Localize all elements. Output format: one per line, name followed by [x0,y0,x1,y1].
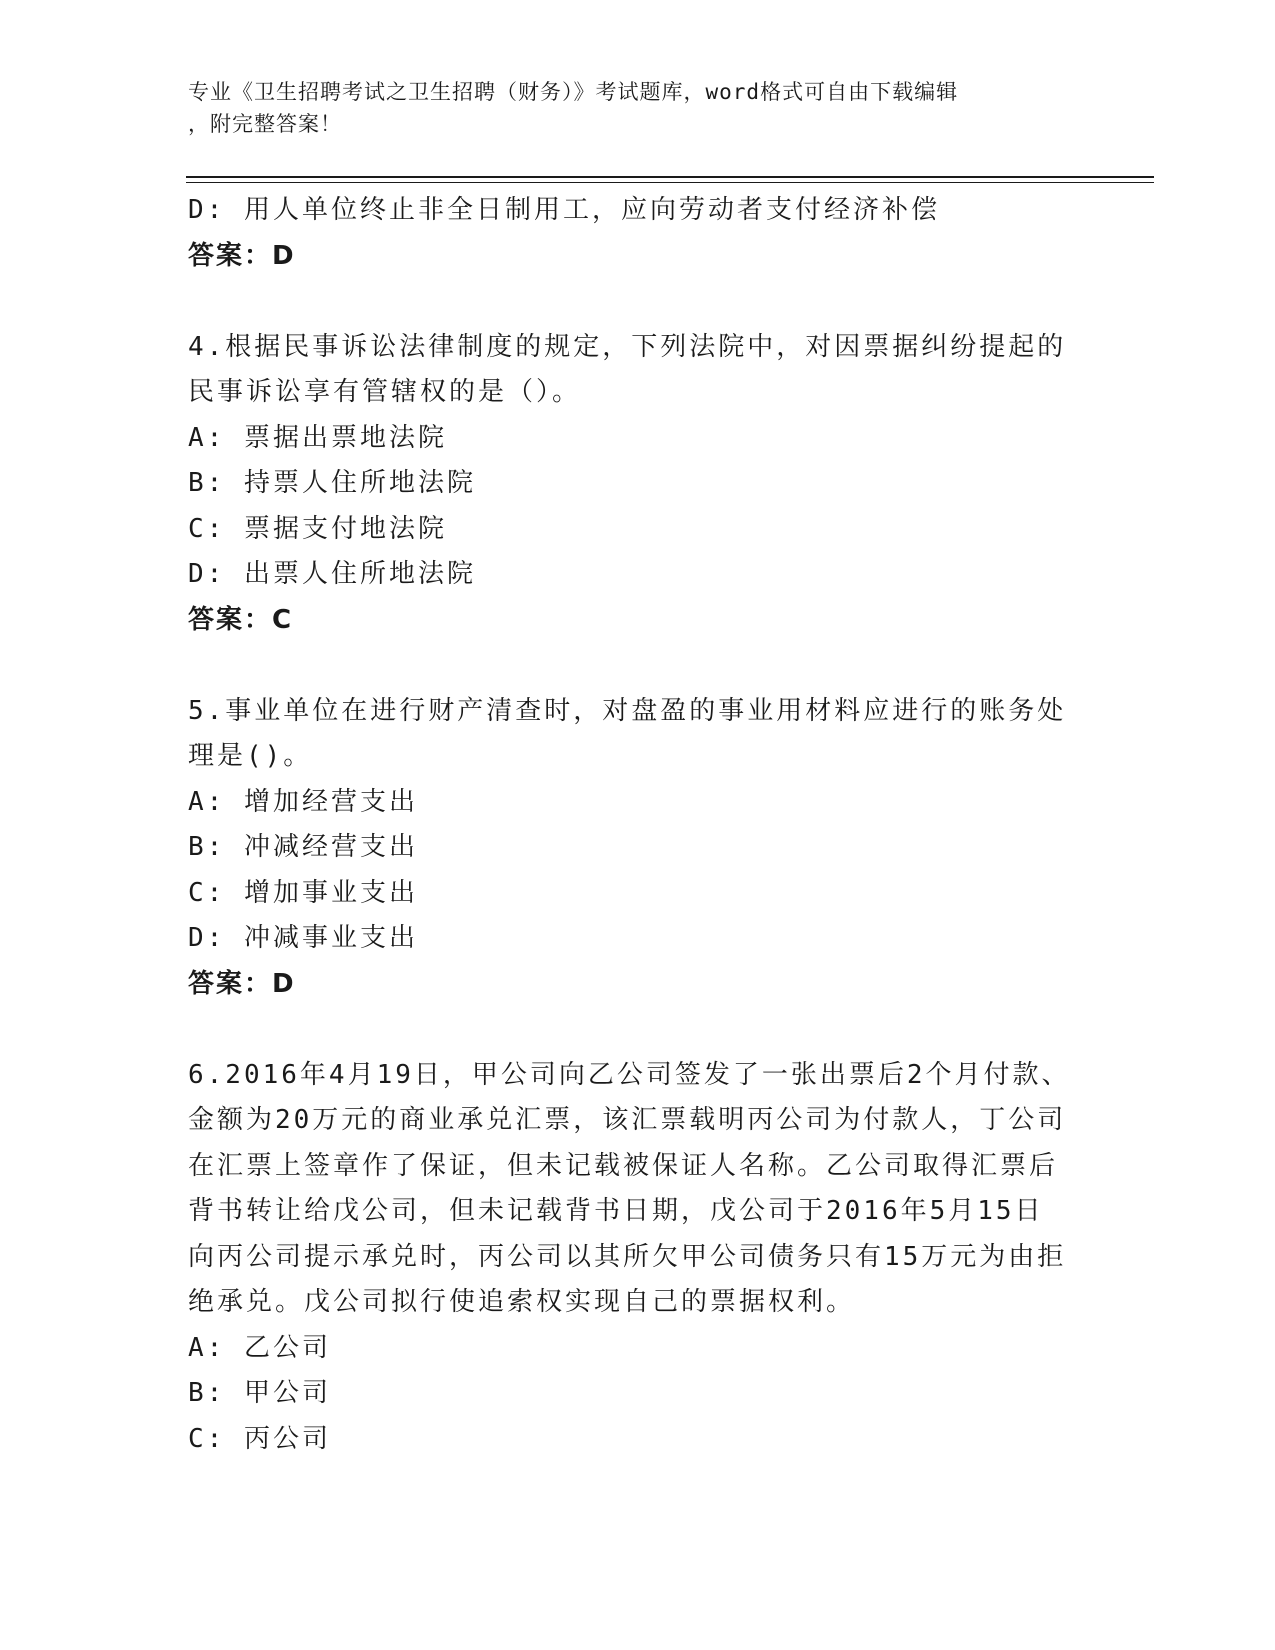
question-4-option-b: B: 持票人住所地法院 [188,468,476,498]
question-4-option-c: C: 票据支付地法院 [188,513,447,544]
question-4 [188,325,1088,644]
document-header [188,76,1078,140]
question-6-stem-line-4: 背书转让给戊公司，但未记载背书日期，戊公司于2016年5月15日 [188,1196,1044,1226]
question-5-option-b: B: 冲减经营支出 [188,832,418,862]
question-5-stem-line-1: 5.事业单位在进行财产清查时，对盘盈的事业用材料应进行的账务处 [188,695,1067,726]
question-5-answer: 答案：D [188,968,296,999]
question-6-stem-line-6: 绝承兑。戊公司拟行使追索权实现自己的票据权利。 [188,1287,856,1317]
header-divider-thick [186,176,1154,178]
header-divider-thin [186,182,1154,183]
question-5 [188,689,1088,1008]
question-5-stem-line-2: 理是()。 [188,741,313,771]
spacer [188,643,1088,689]
spacer [188,1007,1088,1053]
question-5-option-d: D: 冲减事业支出 [188,923,418,953]
question-6-stem-line-5: 向丙公司提示承兑时，丙公司以其所欠甲公司债务只有15万元为由拒 [188,1241,1067,1272]
spacer [188,279,1088,325]
question-4-option-a: A: 票据出票地法院 [188,422,447,453]
question-6 [188,1053,1088,1463]
question-6-option-c: C: 丙公司 [188,1423,331,1454]
prev-answer: 答案：D [188,240,296,271]
question-6-option-a: A: 乙公司 [188,1332,331,1363]
question-5-option-c: C: 增加事业支出 [188,877,418,908]
header-line-1: 专业《卫生招聘考试之卫生招聘（财务）》考试题库，word格式可自由下载编辑 [188,80,959,104]
prev-option-d: D: 用人单位终止非全日制用工，应向劳动者支付经济补偿 [188,195,940,225]
question-6-stem-line-2: 金额为20万元的商业承兑汇票，该汇票载明丙公司为付款人，丁公司 [188,1105,1067,1135]
question-4-option-d: D: 出票人住所地法院 [188,559,476,589]
question-6-option-b: B: 甲公司 [188,1378,331,1408]
question-5-option-a: A: 增加经营支出 [188,786,418,817]
question-6-stem-line-3: 在汇票上签章作了保证，但未记载被保证人名称。乙公司取得汇票后 [188,1150,1059,1181]
document-body [188,188,1088,1462]
question-4-stem-line-1: 4.根据民事诉讼法律制度的规定，下列法院中，对因票据纠纷提起的 [188,331,1067,362]
question-6-stem-line-1: 6.2016年4月19日，甲公司向乙公司签发了一张出票后2个月付款、 [188,1059,1071,1090]
header-line-2: ，附完整答案！ [188,112,342,136]
question-4-stem-line-2: 民事诉讼享有管辖权的是（）。 [188,377,582,407]
question-4-answer: 答案：C [188,604,294,635]
